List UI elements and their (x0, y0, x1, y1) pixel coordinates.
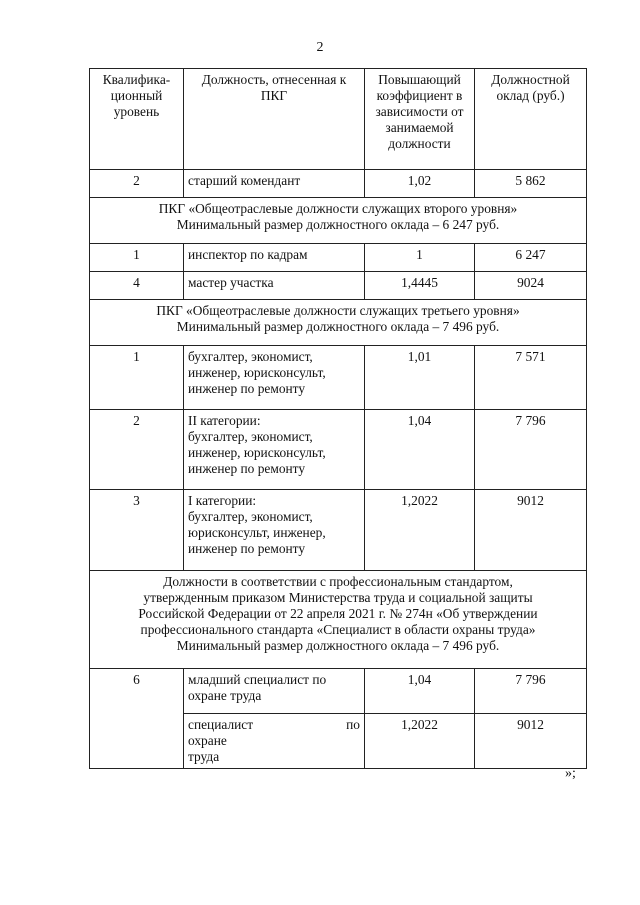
cell-salary: 7 796 (475, 410, 587, 490)
cell-coefficient: 1,04 (365, 410, 475, 490)
section-row (90, 571, 587, 669)
cell-position: бухгалтер, экономист, инженер, юрисконсульт, инженер по ремонту (184, 346, 365, 410)
cell-coefficient: 1,01 (365, 346, 475, 410)
cell-level: 2 (90, 410, 184, 490)
cell-coefficient: 1,4445 (365, 272, 475, 300)
cell-position: старший комендант (184, 170, 365, 198)
cell-level: 4 (90, 272, 184, 300)
cell-position: I категории: бухгалтер, экономист, юрисконсульт, инженер, инженер по ремонту (184, 490, 365, 571)
table-row (90, 170, 587, 198)
table-row (90, 272, 587, 300)
cell-level: 3 (90, 490, 184, 571)
cell-coefficient: 1,2022 (365, 714, 475, 769)
cell-salary: 5 862 (475, 170, 587, 198)
table-row (90, 410, 587, 490)
table-row (90, 669, 587, 714)
table-row (90, 244, 587, 272)
section-row (90, 198, 587, 244)
cell-salary: 9012 (475, 714, 587, 769)
section-row (90, 300, 587, 346)
cell-position: мастер участка (184, 272, 365, 300)
cell-position: инспектор по кадрам (184, 244, 365, 272)
cell-salary: 9024 (475, 272, 587, 300)
table-row (90, 490, 587, 571)
cell-coefficient: 1 (365, 244, 475, 272)
cell-position: II категории: бухгалтер, экономист, инженер, юрисконсульт, инженер по ремонту (184, 410, 365, 490)
cell-level: 1 (90, 244, 184, 272)
section-heading-third-level: ПКГ «Общеотраслевые должности служащих третьего уровня» Минимальный размер должностного оклада – 7 496 руб. (90, 300, 587, 346)
cell-position: младший специалист по охране труда (184, 669, 365, 714)
cell-salary: 6 247 (475, 244, 587, 272)
header-level: Квалифика- ционный уровень (90, 69, 184, 170)
cell-salary: 7 796 (475, 669, 587, 714)
table-header-row (90, 69, 587, 170)
section-heading-professional-standard: Должности в соответствии с профессиональным стандартом, утвержденным приказом Министерства труда и социальной защиты Российской Федерации от 22 апреля 2021 г. № 274н «Об утверждении профессионального стандарта «Специалист в области охраны труда» Минимальный размер должностного оклада – 7 496 руб. (90, 571, 587, 669)
section-heading-second-level: ПКГ «Общеотраслевые должности служащих второго уровня» Минимальный размер должностного оклада – 6 247 руб. (90, 198, 587, 244)
closing-quote-mark: »; (565, 766, 576, 781)
header-salary: Должностной оклад (руб.) (475, 69, 587, 170)
cell-level: 1 (90, 346, 184, 410)
cell-level: 2 (90, 170, 184, 198)
cell-level: 6 (90, 669, 184, 769)
header-position: Должность, отнесенная к ПКГ (184, 69, 365, 170)
cell-coefficient: 1,2022 (365, 490, 475, 571)
table-row (90, 346, 587, 410)
page-number: 2 (316, 40, 324, 55)
cell-coefficient: 1,04 (365, 669, 475, 714)
cell-position: специалист по охране труда (184, 714, 365, 769)
salary-table (89, 68, 587, 769)
header-coefficient: Повышающий коэффициент в зависимости от занимаемой должности (365, 69, 475, 170)
cell-coefficient: 1,02 (365, 170, 475, 198)
cell-salary: 9012 (475, 490, 587, 571)
cell-salary: 7 571 (475, 346, 587, 410)
